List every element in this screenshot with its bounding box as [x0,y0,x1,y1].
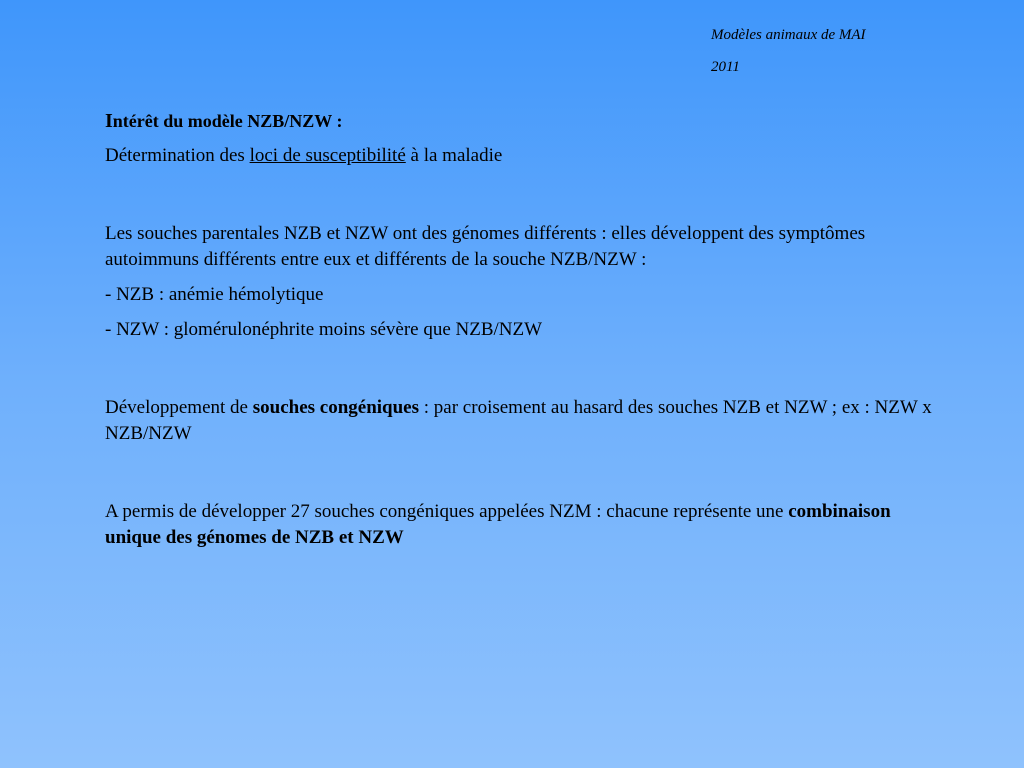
title-rest: ntérêt du modèle NZB/NZW : [112,111,343,131]
list-item-nzw: - NZW : glomérulonéphrite moins sévère que NZB/NZW [105,319,543,340]
title-first-letter: I [105,110,113,132]
determination-before: Détermination des [105,145,250,166]
result-before: A permis de développer 27 souches congéniques appelées NZM : chacune représente une [105,501,789,522]
slide-header [711,24,866,78]
header-title: Modèles animaux de MAI [711,27,866,43]
congenic-strains-text: souches congéniques [252,397,420,418]
unique-combination-text: combinaison unique des génomes de NZB et NZW [105,501,891,548]
development-paragraph [105,395,935,447]
determination-after: à la maladie [405,145,503,166]
loci-susceptibility-text: loci de susceptibilité [249,145,406,166]
development-before: Développement de [105,397,253,418]
list-item-nzb: - NZB : anémie hémolytique [105,284,324,305]
slide-title [105,108,935,134]
header-year: 2011 [711,59,740,75]
result-paragraph [105,499,935,551]
development-after: : par croisement au hasard des souches NZB et NZW ; ex : NZW x NZB/NZW [105,397,932,444]
determination-paragraph [105,143,935,169]
slide-content [105,108,935,551]
parental-paragraph: Les souches parentales NZB et NZW ont des génomes différents : elles développent des symptômes autoimmuns différents entre eux et différents de la souche NZB/NZW : [105,223,866,270]
